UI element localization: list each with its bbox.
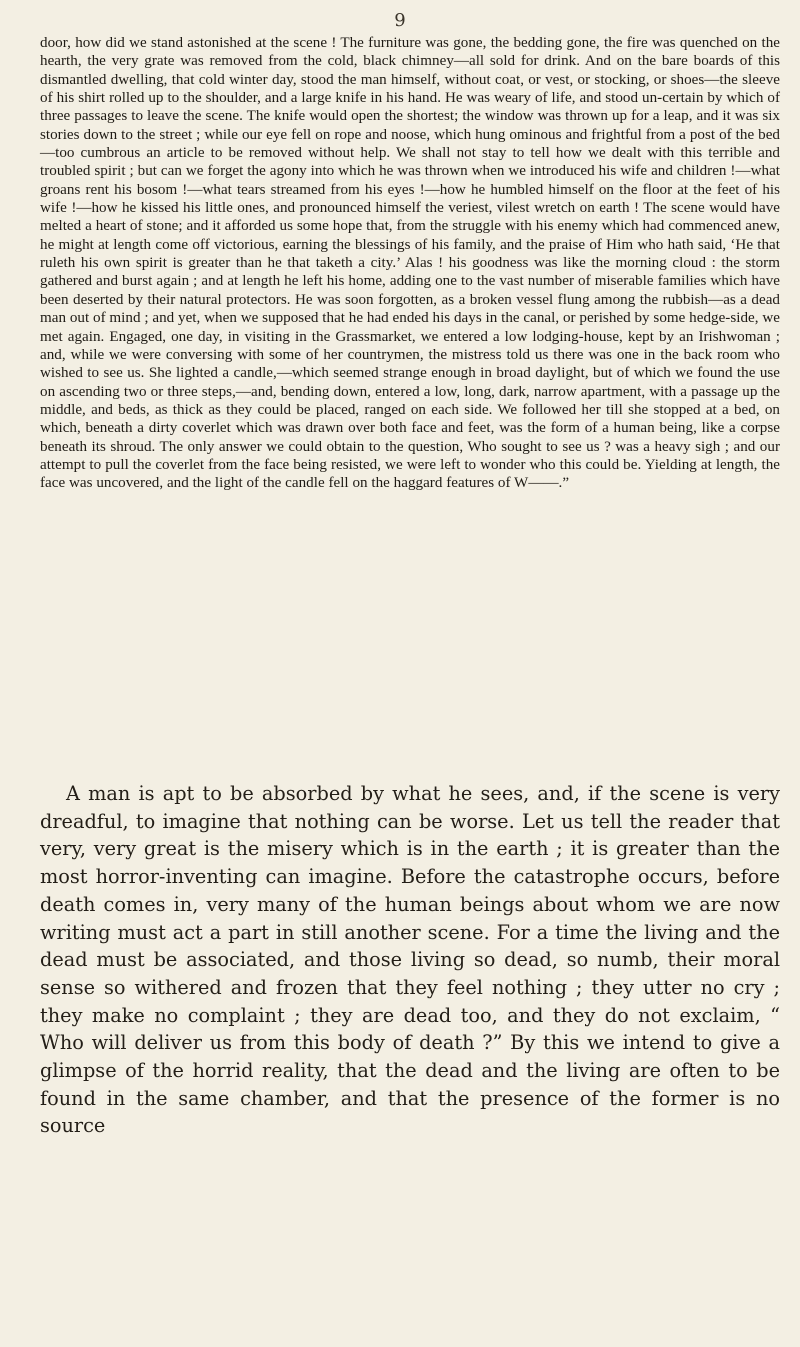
narrative-paragraph: door, how did we stand astonished at the scene ! The furniture was gone, the bedding gone, the fire was quenched on the hearth, the very grate was removed from the cold, black chimney—all sold for drink. And on the bare boards of this dismantled dwelling, that cold winter day, stood the man himself, without coat, or vest, or stocking, or shoes—the sleeve of his shirt rolled up to the shoulder, and a large knife in his hand. He was weary of life, and stood un-certain by which of three passages to leave the scene. The knife would open the shortest; the window was thrown up for a leap, and it was six stories down to the street ; while our eye fell on rope and noose, which hung ominous and frightful from a post of the bed—too cumbrous an article to be removed without help. We shall not stay to tell how we dealt with this terrible and troubled spirit ; but can we forget the agony into which he was thrown when we introduced his wife and children !—what groans rent his bosom !—what tears streamed from his eyes !—how he humbled himself on the floor at the feet of his wife !—how he kissed his little ones, and pronounced himself the veriest, vilest wretch on earth ! The scene would have melted a heart of stone; and it afforded us some hope that, from the struggle with his enemy which had commenced anew, he might at length come off victorious, earning the blessings of his family, and the praise of Him who hath said, ‘He that ruleth his own spirit is greater than he that taketh a city.’ Alas ! his goodness was like the morning cloud : the storm gathered and burst again ; and at length he left his home, adding one to the vast number of miserable families which have been deserted by their natural protectors. He was soon forgotten, as a broken vessel flung among the rubbish—as a dead man out of mind ; and yet, when we supposed that he had ended his days in the canal, or perished by some hedge-side, we met again. Engaged, one day, in visiting in the Grassmarket, we entered a low lodging-house, kept by an Irishwoman ; and, while we were conversing with some of her countrymen, the mistress told us there was one in the back room who wished to see us. She lighted a candle,—which seemed strange enough in broad daylight, but of which we found the use on ascending two or three steps,—and, bending down, entered a low, long, dark, narrow apartment, with a passage up the middle, and beds, as thick as they could be placed, ranged on each side. We followed her till she stopped at a bed, on which, beneath a dirty coverlet which was drawn over both face and feet, was the form of a human being, like a corpse beneath its shroud. The only answer we could obtain to the question, Who sought to see us ? was a heavy sigh ; and our attempt to pull the coverlet from the face being resisted, we were left to wonder who this could be. Yielding at length, the face was uncovered, and the light of the candle fell on the haggard features of W——.”: [40, 35, 780, 492]
page-number: 9: [394, 10, 406, 31]
essay-paragraph: A man is apt to be absorbed by what he sees, and, if the scene is very dreadful, to imagine that nothing can be worse. Let us tell the reader that very, very great is the misery which is in the earth ; it is greater than the most horror-inventing can imagine. Before the catastrophe occurs, before death comes in, very many of the human beings about whom we are now writing must act a part in still another scene. For a time the living and the dead must be associated, and those living so dead, so numb, their moral sense so withered and frozen that they feel nothing ; they utter no cry ; they make no complaint ; they are dead too, and they do not exclaim, “ Who will deliver us from this body of death ?” By this we intend to give a glimpse of the horrid reality, that the dead and the living are often to be found in the same chamber, and that the presence of the former is no source: [40, 782, 780, 1138]
